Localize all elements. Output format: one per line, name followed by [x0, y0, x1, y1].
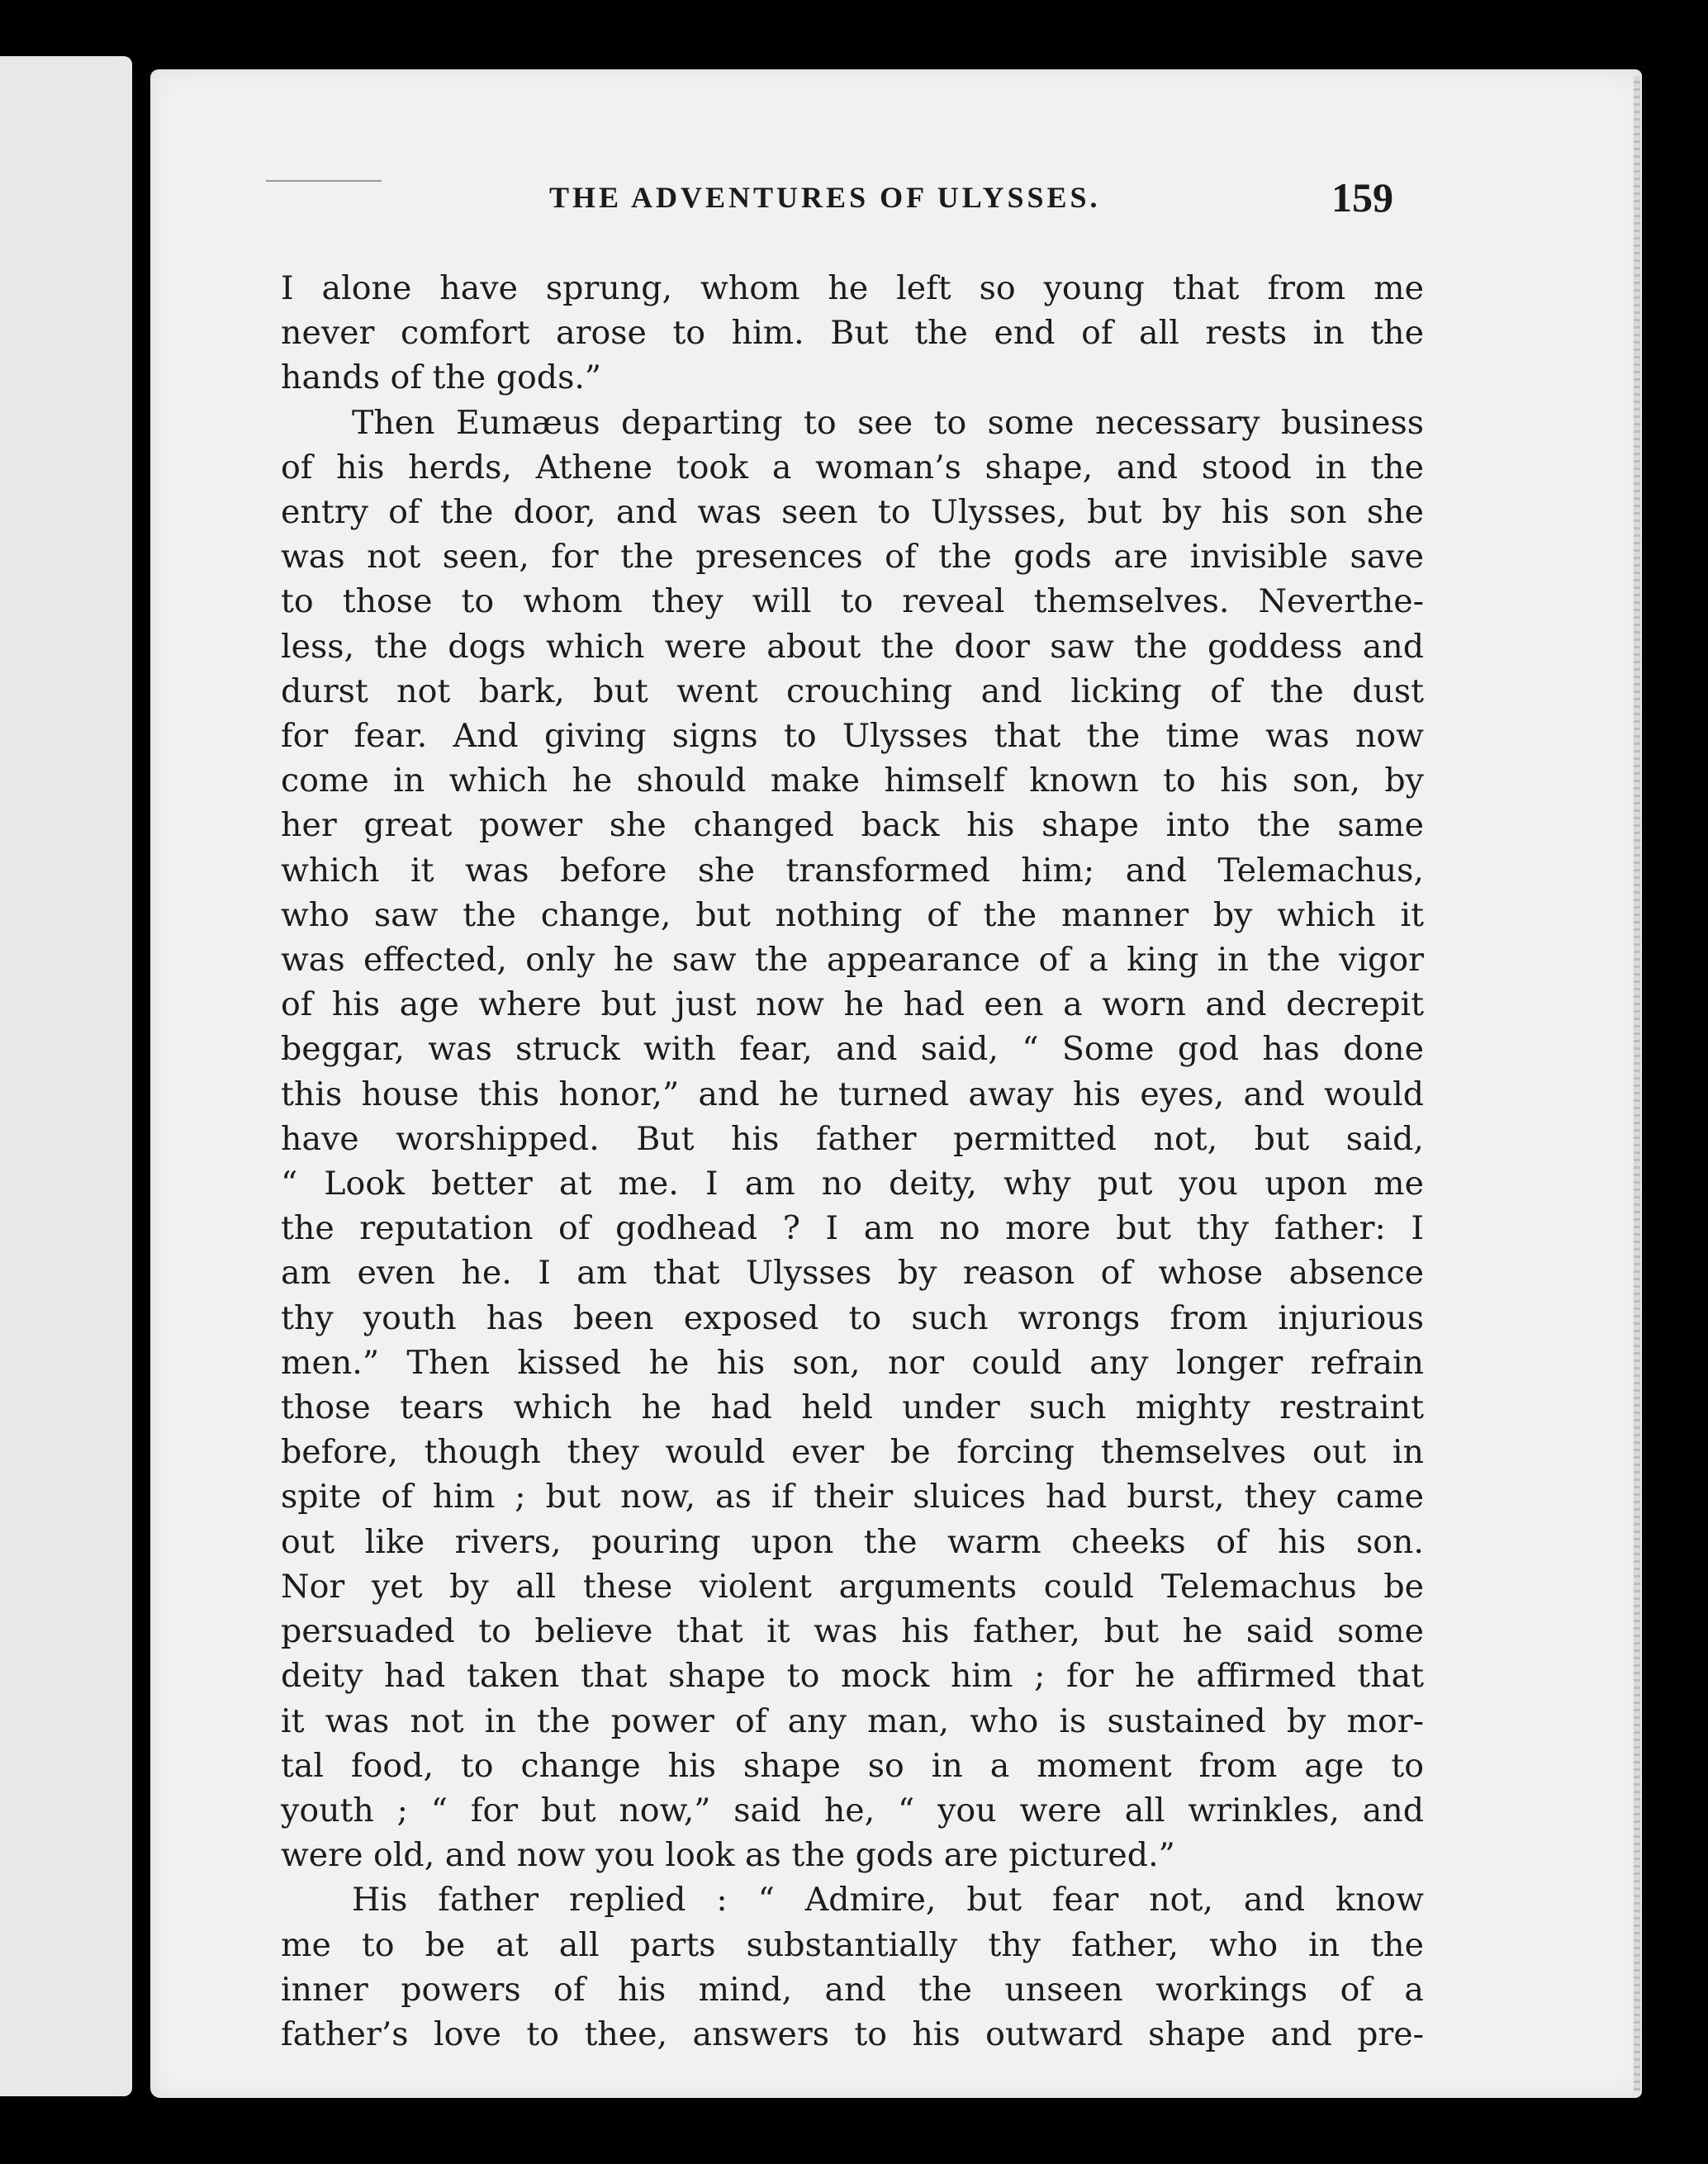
text-line: am even he. I am that Ulysses by reason of whose absence: [281, 1254, 1424, 1293]
text-line: her great power she changed back his shape into the same: [281, 806, 1424, 845]
text-line: inner powers of his mind, and the unseen workings of a: [281, 1970, 1424, 2009]
text-line: to those to whom they will to reveal themselves. Neverthe-: [281, 582, 1424, 621]
text-line: I alone have sprung, whom he left so young that from me: [281, 269, 1424, 307]
text-line: out like rivers, pouring upon the warm cheeks of his son.: [281, 1522, 1424, 1561]
text-line: deity had taken that shape to mock him ; for he affirmed that: [281, 1657, 1424, 1696]
text-line: father’s love to thee, answers to his outward shape and pre-: [281, 2015, 1424, 2053]
text-line: was not seen, for the presences of the gods are invisible save: [281, 538, 1424, 577]
body-text: [281, 266, 1424, 2057]
text-line: entry of the door, and was seen to Ulysses, but by his son she: [281, 493, 1424, 532]
text-line: tal food, to change his shape so in a moment from age to: [281, 1746, 1424, 1785]
text-line: thy youth has been exposed to such wrongs from injurious: [281, 1298, 1424, 1337]
text-line: before, though they would ever be forcing themselves out in: [281, 1433, 1424, 1472]
text-line: “ Look better at me. I am no deity, why put you upon me: [281, 1165, 1424, 1203]
text-line: men.” Then kissed he his son, nor could any longer refrain: [281, 1343, 1424, 1382]
running-title: THE ADVENTURES OF ULYSSES.: [549, 181, 1101, 214]
text-line: durst not bark, but went crouching and licking of the dust: [281, 672, 1424, 710]
text-line: which it was before she transformed him; and Telemachus,: [281, 851, 1424, 890]
header-rule-mark: [266, 180, 382, 185]
text-line: have worshipped. But his father permitted not, but said,: [281, 1119, 1424, 1158]
text-line: were old, and now you look as the gods are pictured.”: [281, 1836, 1175, 1875]
text-line: spite of him ; but now, as if their sluices had burst, they came: [281, 1478, 1424, 1516]
page-fore-edge: [1634, 76, 1640, 2091]
text-line: was effected, only he saw the appearance of a king in the vigor: [281, 941, 1424, 980]
text-line: the reputation of godhead ? I am no more but thy father: I: [281, 1209, 1424, 1248]
text-line: who saw the change, but nothing of the manner by which it: [281, 895, 1424, 934]
text-line: it was not in the power of any man, who is sustained by mor-: [281, 1701, 1424, 1740]
page-number: 159: [1331, 174, 1393, 221]
text-line: Then Eumæus departing to see to some necessary business: [352, 403, 1424, 442]
text-line: come in which he should make himself known to his son, by: [281, 762, 1424, 800]
text-line: His father replied : “ Admire, but fear not, and know: [352, 1881, 1424, 1920]
text-line: for fear. And giving signs to Ulysses that the time was now: [281, 717, 1424, 756]
text-line: this house this honor,” and he turned away his eyes, and would: [281, 1075, 1424, 1113]
text-line: less, the dogs which were about the door saw the goddess and: [281, 627, 1424, 666]
text-line: of his herds, Athene took a woman’s shape, and stood in the: [281, 448, 1424, 486]
text-line: persuaded to believe that it was his father, but he said some: [281, 1612, 1424, 1651]
text-line: never comfort arose to him. But the end of all rests in the: [281, 314, 1424, 353]
text-line: those tears which he had held under such mighty restraint: [281, 1388, 1424, 1427]
text-line: of his age where but just now he had een a worn and decrepit: [281, 985, 1424, 1024]
text-line: youth ; “ for but now,” said he, “ you were all wrinkles, and: [281, 1791, 1424, 1829]
text-line: me to be at all parts substantially thy father, who in the: [281, 1925, 1424, 1964]
facing-page-edge: [0, 56, 132, 2096]
text-line: hands of the gods.”: [281, 358, 602, 397]
text-line: beggar, was struck with fear, and said, “ Some god has done: [281, 1030, 1424, 1069]
text-line: Nor yet by all these violent arguments could Telemachus be: [281, 1567, 1424, 1606]
